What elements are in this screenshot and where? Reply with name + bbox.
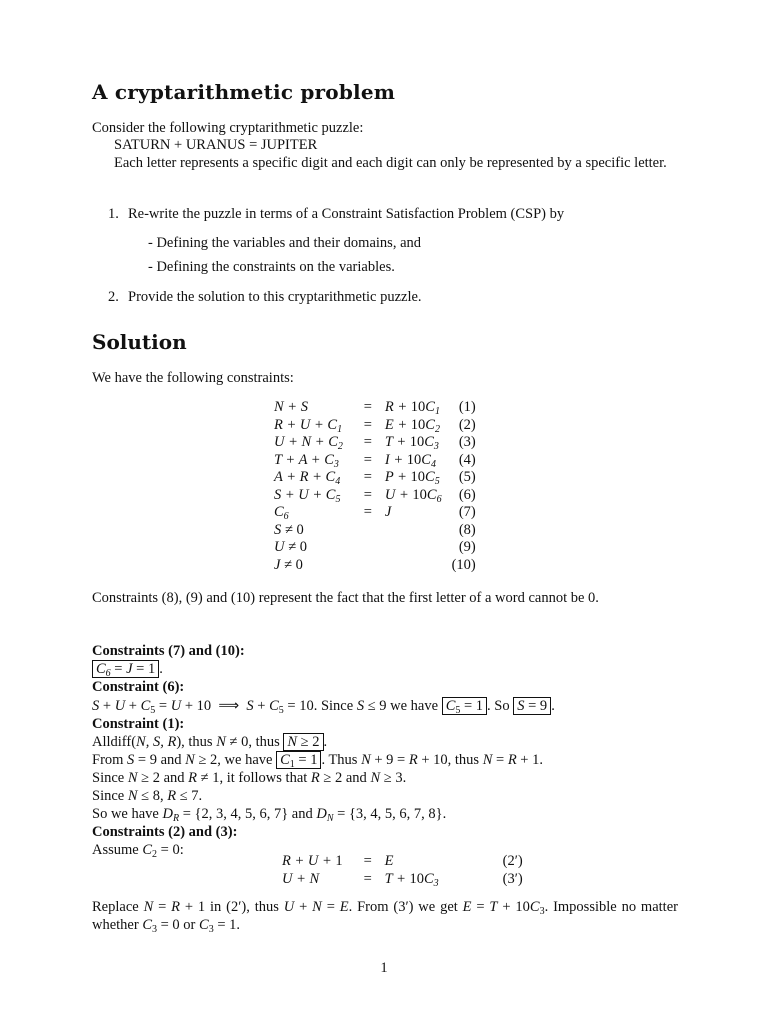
constraints-intro: We have the following constraints:	[92, 370, 294, 386]
replace-line: Replace N = R + 1 in (2′), thus U + N = E. From (3′) we get $E = T + 10C_3$. Impossible no matter whether $C_3 = 0$ or $C_3 = 1$.	[92, 899, 678, 935]
task-2-text: Provide the solution to this cryptarithmetic puzzle.	[128, 289, 422, 305]
equation-number: (2)	[458, 416, 476, 433]
equation-row: U ≠ 0 (9)	[274, 539, 476, 555]
equation-number: (7)	[458, 504, 476, 520]
equation-number: (3)	[458, 434, 476, 450]
domains-line: So we have $D_R = \{2$, 3, 4, 5, 6, 7} and $D_N = \{3$, 4, 5, 6, 7, 8}.	[92, 806, 447, 824]
heading-constraint-6: Constraint (6):	[92, 679, 185, 695]
equation-number: (1)	[458, 399, 476, 415]
task-1-bullet-variables: - Defining the variables and their domains, and	[148, 235, 422, 251]
c1-line: From S = 9 and N ≥ 2, we have $C_1 = 1$ . Thus N + 9 = R + 10, thus N = R + 1.	[92, 752, 543, 770]
derived-equations	[282, 853, 523, 888]
heading-constraint-1: Constraint (1):	[92, 716, 185, 732]
first-letter-note: Constraints (8), (9) and (10) represent the fact that the first letter of a word cannot be 0.	[92, 590, 599, 606]
puzzle-statement: SATURN + URANUS = JUPITER	[114, 137, 318, 153]
equation-row: $A + R + C_4$ = $P + 10C_5$ (5)	[274, 469, 476, 487]
assume-c2-line: Assume $C_2 = 0$:	[92, 842, 184, 860]
equation-row: $R + U + C_1$ = $E + 10C_2$ (2)	[274, 416, 476, 435]
task-2-number: 2.	[108, 289, 119, 305]
result-c6-j: $C_6 = J = 1$ .	[92, 660, 163, 678]
task-1-text: Re-write the puzzle in terms of a Constraint Satisfaction Problem (CSP) by	[128, 206, 565, 222]
equation-row: R + U + 1 = E (2′)	[282, 853, 523, 869]
alldiff-line: Alldiff(N, S, R), thus N ≠ 0, thus N ≥ 2 .	[92, 734, 328, 750]
page-number: 1	[380, 960, 388, 976]
bounds-line-1: Since N ≥ 2 and R ≠ 1, it follows that R ≥ 2 and N ≥ 3.	[92, 770, 407, 786]
equation-row: J ≠ 0 (10)	[274, 556, 476, 573]
constraint-equations	[274, 399, 476, 574]
solution-heading: Solution	[92, 330, 187, 354]
equation-row: U + N = $T + 10C_3$ (3′)	[282, 870, 523, 889]
equation-row: $U + N + C_2$ = $T + 10C_3$ (3)	[274, 434, 476, 452]
equation-number: (6)	[458, 486, 476, 503]
equation-number: (10)	[451, 556, 476, 573]
equation-row: S ≠ 0 (8)	[274, 521, 476, 538]
equation-number: (4)	[458, 451, 476, 468]
equation-number: (2′)	[502, 853, 523, 869]
equation-number: (5)	[458, 469, 476, 485]
bounds-line-2: Since N ≤ 8, R ≤ 7.	[92, 788, 203, 804]
equation-row: $S + U + C_5$ = $U + 10C_6$ (6)	[274, 486, 476, 505]
equation-number: (8)	[458, 521, 476, 538]
intro-line: Consider the following cryptarithmetic puzzle:	[92, 120, 364, 136]
equation-number: (9)	[458, 539, 476, 555]
equation-row: $T + A + C_3$ = $I + 10C_4$ (4)	[274, 451, 476, 470]
heading-constraints-2-3: Constraints (2) and (3):	[92, 824, 238, 840]
equation-row: $C_6$ = J (7)	[274, 504, 476, 522]
derivation-constraint-6: $S + U + C_5 = U + 10$ ⟹ $S + C_5 = 10$. Since S ≤ 9 we have $C_5 = 1$ . So S = 9 .	[92, 698, 555, 716]
task-1-number: 1.	[108, 206, 119, 222]
equation-number: (3′)	[502, 870, 523, 887]
equation-row: N + S = $R + 10C_1$ (1)	[274, 399, 476, 417]
puzzle-rule: Each letter represents a specific digit and each digit can only be represented by a specific letter.	[114, 155, 667, 171]
task-1-bullet-constraints: - Defining the constraints on the variables.	[148, 259, 395, 275]
heading-constraints-7-10: Constraints (7) and (10):	[92, 643, 245, 659]
document-title: A cryptarithmetic problem	[92, 80, 396, 104]
